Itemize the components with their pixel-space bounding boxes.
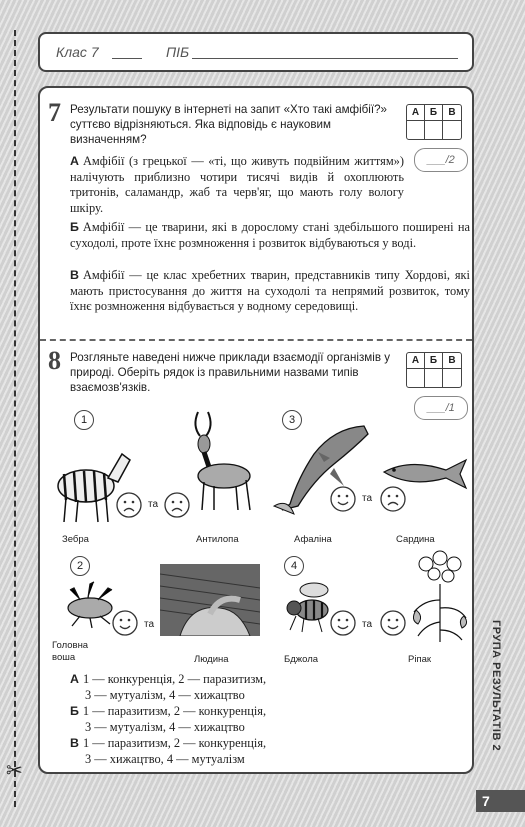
question-8-option-a[interactable]: А 1 — конкуренція, 2 — паразитизм, 3 — мутуалізм, 4 — хижацтво bbox=[70, 672, 267, 702]
human-scalp-photo bbox=[160, 564, 260, 636]
grid-cell-a[interactable] bbox=[407, 369, 425, 387]
caption-sardine: Сардина bbox=[396, 534, 435, 545]
student-info-header bbox=[38, 32, 474, 72]
caption-zebra: Зебра bbox=[62, 534, 89, 545]
sardine-image bbox=[380, 454, 470, 498]
question-7-option-c[interactable]: В Амфібії — це клас хребетних тварин, представників типу Хордові, які мають пристосування до життя на суходолі та непрямий розвиток, тому їхнє розмноження відбувається у водному середовищі. bbox=[70, 268, 470, 313]
caption-antelope: Антилопа bbox=[196, 534, 239, 545]
class-label: Клас 7 bbox=[56, 44, 99, 60]
dolphin-image bbox=[264, 418, 374, 518]
connector-text: та bbox=[362, 619, 373, 630]
pair-2-number: 2 bbox=[70, 556, 90, 576]
sad-face-icon bbox=[116, 492, 142, 518]
question-7-option-a[interactable]: А Амфібії (з грецької — «ті, що живуть подвійним життям») налічують приблизно чотири тисячі видів й охоплюють тритонів, саламандр, жаб та черв'яг, що мають голу вологу шкіру. bbox=[70, 154, 404, 215]
grid-cell-b[interactable] bbox=[425, 369, 443, 387]
question-8-answer-grid[interactable] bbox=[406, 352, 462, 388]
caption-rapeseed: Ріпак bbox=[408, 654, 432, 665]
pair-4-number: 4 bbox=[284, 556, 304, 576]
rapeseed-image bbox=[406, 550, 472, 646]
worksheet-panel bbox=[38, 86, 474, 774]
question-7-answer-grid[interactable] bbox=[406, 104, 462, 140]
grid-header-a: А bbox=[407, 353, 425, 369]
question-7-option-b[interactable]: Б Амфібії — це тварини, які в дорослому стані здебільшого поширені на суходолі, проте їхнє розмноження і розвиток відбуваються у воді. bbox=[70, 220, 470, 250]
caption-human: Людина bbox=[194, 654, 229, 665]
question-7-number: 7 bbox=[48, 98, 61, 127]
connector-text: та bbox=[148, 499, 159, 510]
question-7-text: Результати пошуку в інтернеті на запит «Хто такі амфібії?» суттєво відрізняються. Яка відповідь є науковим визначенням? bbox=[70, 103, 387, 146]
grid-header-b: Б bbox=[425, 353, 443, 369]
pib-label: ПІБ bbox=[166, 44, 190, 60]
page-number: 7 bbox=[476, 790, 525, 812]
happy-face-icon bbox=[330, 486, 356, 512]
section-divider bbox=[40, 339, 472, 341]
question-8-number: 8 bbox=[48, 346, 61, 375]
name-field[interactable] bbox=[192, 58, 458, 59]
question-8-score: ___/1 bbox=[414, 396, 468, 420]
class-field[interactable] bbox=[112, 58, 142, 59]
grid-header-a: А bbox=[407, 105, 425, 121]
grid-cell-a[interactable] bbox=[407, 121, 425, 139]
grid-cell-v[interactable] bbox=[443, 369, 461, 387]
caption-louse: Головна воша bbox=[52, 640, 89, 663]
antelope-image bbox=[164, 406, 256, 516]
happy-face-icon bbox=[112, 610, 138, 636]
caption-bee: Бджола bbox=[284, 654, 319, 665]
grid-header-v: В bbox=[443, 353, 461, 369]
question-8-option-c[interactable]: В 1 — паразитизм, 2 — конкуренція, 3 — хижацтво, 4 — мутуалізм bbox=[70, 736, 267, 766]
happy-face-icon bbox=[380, 610, 406, 636]
results-group-label: ГРУПА РЕЗУЛЬТАТІВ 2 bbox=[490, 620, 502, 752]
grid-cell-b[interactable] bbox=[425, 121, 443, 139]
caption-dolphin: Афаліна bbox=[294, 534, 332, 545]
grid-header-b: Б bbox=[425, 105, 443, 121]
grid-cell-v[interactable] bbox=[443, 121, 461, 139]
cut-line bbox=[14, 30, 16, 807]
question-7-score: ___/2 bbox=[414, 148, 468, 172]
question-8-option-b[interactable]: Б 1 — паразитизм, 2 — конкуренція, 3 — мутуалізм, 4 — хижацтво bbox=[70, 704, 267, 734]
question-8-text: Розгляньте наведені нижче приклади взаємодії організмів у природі. Оберіть рядок із правильними назвами типів взаємозв'язків. bbox=[70, 351, 391, 394]
connector-text: та bbox=[362, 493, 373, 504]
happy-face-icon bbox=[330, 610, 356, 636]
pair-3-number: 3 bbox=[282, 410, 302, 430]
scissors-icon: ✂ bbox=[6, 758, 23, 782]
pair-1-number: 1 bbox=[74, 410, 94, 430]
connector-text: та bbox=[144, 619, 155, 630]
grid-header-v: В bbox=[443, 105, 461, 121]
